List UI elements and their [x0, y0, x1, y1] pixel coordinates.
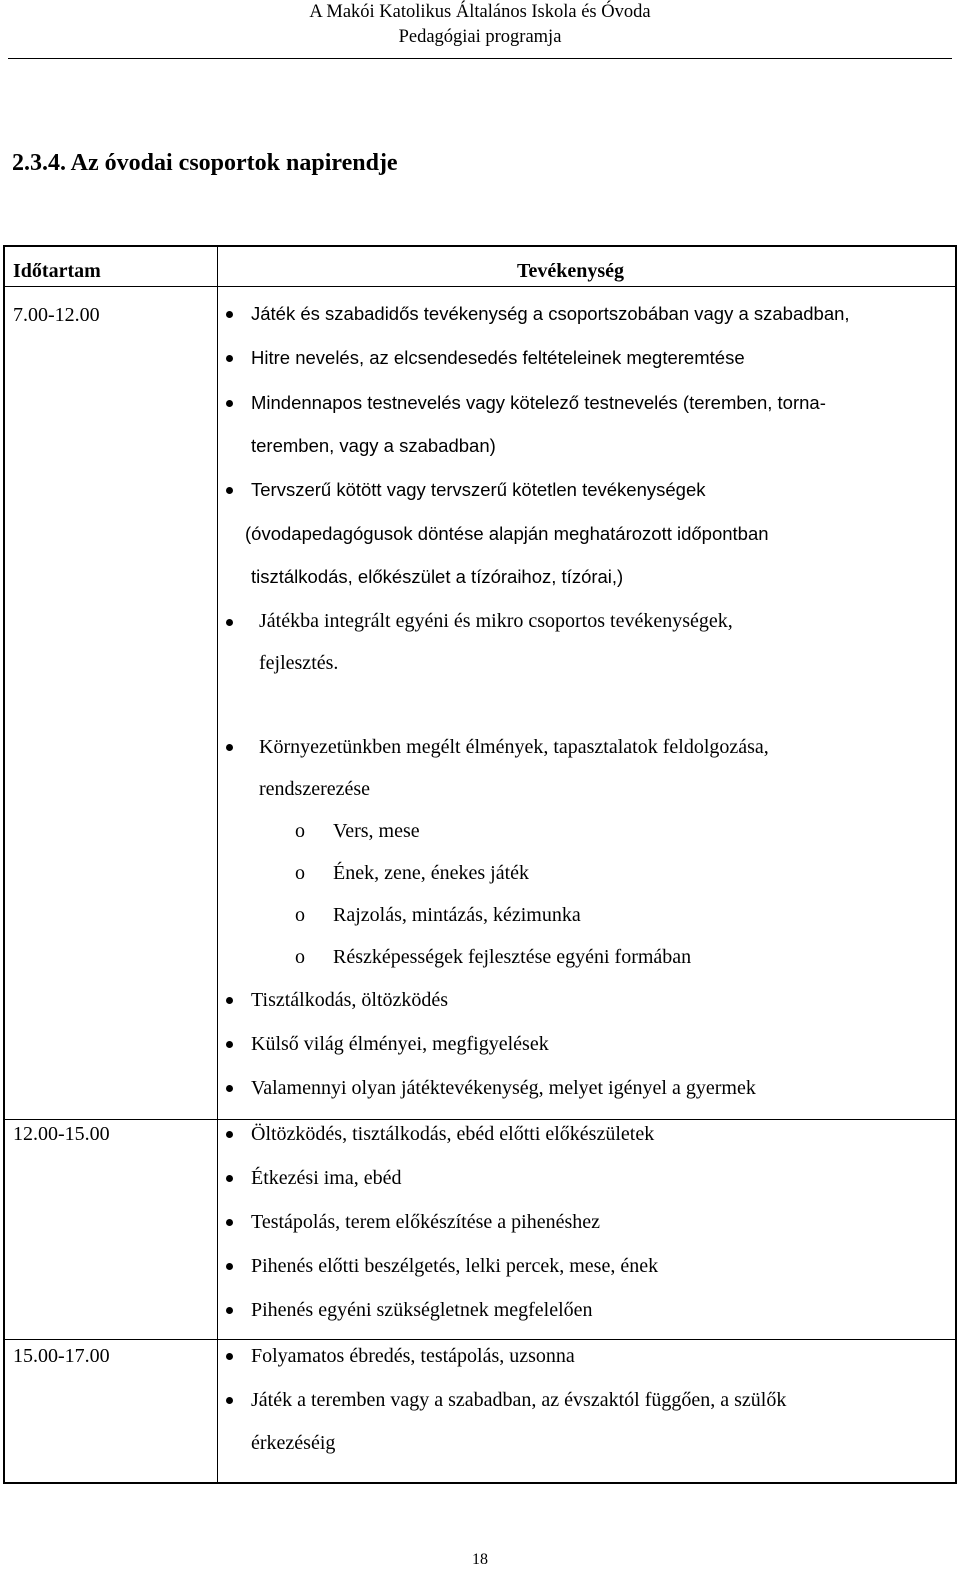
list-item-continuation: érkezéséig — [251, 1432, 336, 1454]
list-item: Étkezési ima, ebéd — [251, 1167, 402, 1189]
list-item: Hitre nevelés, az elcsendesedés feltételeinek megteremtése — [251, 347, 745, 368]
bullet-icon — [226, 619, 233, 626]
list-item-continuation: tisztálkodás, előkészület a tízóraihoz, tízórai,) — [251, 566, 624, 587]
column-header-activity: Tevékenység — [517, 260, 625, 282]
list-item-continuation: fejlesztés. — [259, 652, 339, 674]
column-divider — [217, 247, 218, 1482]
list-item: Játék és szabadidős tevékenység a csoportszobában vagy a szabadban, — [251, 303, 850, 324]
list-item: Mindennapos testnevelés vagy kötelező testnevelés (teremben, torna- — [251, 392, 826, 413]
bullet-icon — [226, 1085, 233, 1092]
sub-list-item: Rajzolás, mintázás, kézimunka — [333, 904, 581, 926]
bullet-icon — [226, 1307, 233, 1314]
list-item: Öltözködés, tisztálkodás, ebéd előtti előkészületek — [251, 1123, 655, 1145]
sub-item-marker: o — [295, 862, 305, 884]
row-divider-2 — [5, 1339, 955, 1340]
header-program-name: Pedagógiai programja — [398, 27, 562, 47]
header-row-divider — [5, 286, 955, 287]
row-time-midday: 12.00-15.00 — [13, 1123, 110, 1145]
list-item: Valamennyi olyan játéktevékenység, melyet igényel a gyermek — [251, 1077, 756, 1099]
list-item: Játékba integrált egyéni és mikro csoportos tevékenységek, — [259, 610, 733, 632]
list-item: Tisztálkodás, öltözködés — [251, 989, 449, 1011]
sub-item-marker: o — [295, 820, 305, 842]
bullet-icon — [226, 1131, 233, 1138]
list-item: Pihenés előtti beszélgetés, lelki percek, mese, ének — [251, 1255, 659, 1277]
row-divider-1 — [5, 1119, 955, 1120]
list-item-continuation: (óvodapedagógusok döntése alapján meghatározott időpontban — [245, 523, 769, 544]
list-item: Külső világ élményei, megfigyelések — [251, 1033, 549, 1055]
row-time-morning: 7.00-12.00 — [13, 304, 100, 326]
bullet-icon — [226, 1041, 233, 1048]
column-header-time: Időtartam — [13, 260, 101, 282]
section-title: 2.3.4. Az óvodai csoportok napirendje — [12, 150, 398, 176]
row-time-afternoon: 15.00-17.00 — [13, 1345, 110, 1367]
bullet-icon — [226, 744, 233, 751]
sub-item-marker: o — [295, 904, 305, 926]
bullet-icon — [226, 1397, 233, 1404]
list-item: Folyamatos ébredés, testápolás, uzsonna — [251, 1345, 575, 1367]
list-item-continuation: rendszerezése — [259, 778, 371, 800]
sub-list-item: Vers, mese — [333, 820, 420, 842]
list-item: Tervszerű kötött vagy tervszerű kötetlen tevékenységek — [251, 479, 706, 500]
sub-list-item: Részképességek fejlesztése egyéni formában — [333, 946, 692, 968]
bullet-icon — [226, 1175, 233, 1182]
sub-item-marker: o — [295, 946, 305, 968]
page-number: 18 — [472, 1551, 488, 1568]
bullet-icon — [226, 1219, 233, 1226]
list-item: Környezetünkben megélt élmények, tapasztalatok feldolgozása, — [259, 736, 769, 758]
bullet-icon — [226, 1353, 233, 1360]
list-item: Játék a teremben vagy a szabadban, az évszaktól függően, a szülők — [251, 1389, 787, 1411]
bullet-icon — [226, 355, 233, 362]
list-item: Pihenés egyéni szükségletnek megfelelően — [251, 1299, 593, 1321]
header-divider — [8, 58, 952, 59]
bullet-icon — [226, 311, 233, 318]
schedule-table — [3, 245, 957, 1484]
list-item-continuation: teremben, vagy a szabadban) — [251, 435, 496, 456]
bullet-icon — [226, 1263, 233, 1270]
bullet-icon — [226, 400, 233, 407]
header-school-name: A Makói Katolikus Általános Iskola és Óvoda — [309, 2, 651, 22]
bullet-icon — [226, 487, 233, 494]
list-item: Testápolás, terem előkészítése a pihenéshez — [251, 1211, 601, 1233]
sub-list-item: Ének, zene, énekes játék — [333, 862, 530, 884]
bullet-icon — [226, 997, 233, 1004]
